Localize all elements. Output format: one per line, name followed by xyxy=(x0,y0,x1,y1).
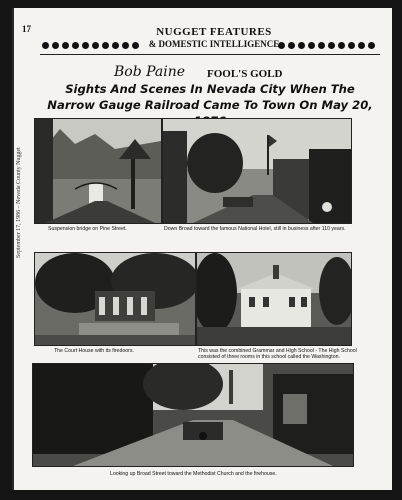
photo-caption: Suspension bridge on Pine Street. xyxy=(48,226,127,232)
section-title: NUGGET FEATURES xyxy=(156,26,272,38)
column-name: FOOL'S GOLD xyxy=(207,68,283,80)
article-headline: Sights And Scenes In Nevada City When The Narrow Gauge Railroad Came To Town On May 20, xyxy=(47,82,373,112)
header-divider xyxy=(40,54,380,55)
photo-caption: Down Broad toward the famous National Hotel, still in business after 110 years. xyxy=(164,226,346,232)
photo-caption: The Court House with its firedoors. xyxy=(54,348,134,354)
photo-grammar-high-school xyxy=(196,252,352,346)
photo-broad-street-methodist-church xyxy=(32,363,354,467)
author-byline: Bob Paine xyxy=(114,64,186,80)
photo-court-house xyxy=(34,252,196,346)
photo-caption: This was the combined Grammar and High School - The High School consisted of three rooms in this school called the Washington. xyxy=(198,348,357,361)
section-subtitle: & DOMESTIC INTELLIGENCE xyxy=(148,39,280,49)
photo-broad-street-national-hotel xyxy=(162,118,352,224)
side-date-note: September 17, 1986 – Nevada County Nugget xyxy=(16,147,22,258)
photo-suspension-bridge xyxy=(34,118,162,224)
page-number: 17 xyxy=(22,24,31,34)
photo-caption: Looking up Broad Street toward the Methodist Church and the firehouse. xyxy=(110,471,277,477)
newspaper-page xyxy=(12,8,392,490)
